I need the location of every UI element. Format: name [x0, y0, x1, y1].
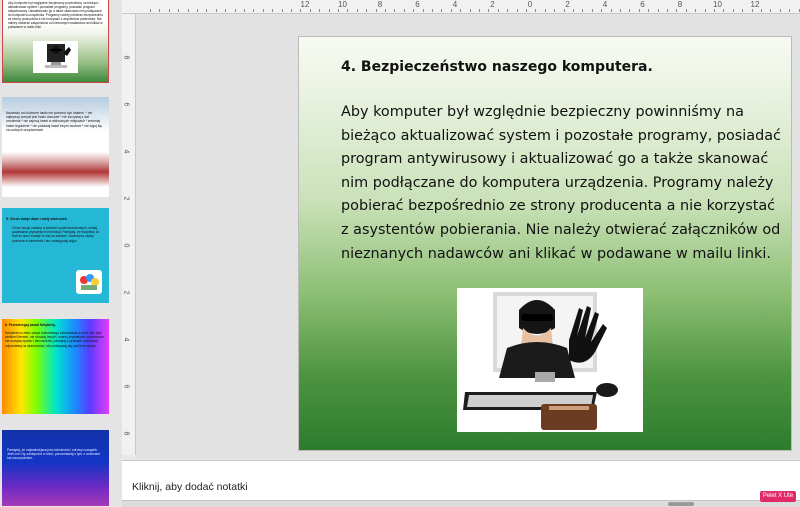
- ruler-tick: [432, 9, 433, 12]
- hacker-computer-icon[interactable]: [457, 288, 643, 432]
- badge: Pelet X Ute: [760, 491, 796, 502]
- ruler-tick: [319, 9, 320, 12]
- ruler-tick: [752, 9, 753, 12]
- ruler-tick: [498, 9, 499, 12]
- ruler-tick: [507, 9, 508, 12]
- ruler-tick: [705, 9, 706, 12]
- ruler-tick: [714, 9, 715, 12]
- ruler-tick: [300, 9, 301, 12]
- ruler-tick: [639, 9, 640, 12]
- ruler-tick: [385, 9, 386, 12]
- ruler-tick: [479, 9, 480, 12]
- ruler-number: 10: [338, 0, 347, 9]
- ruler-number: 12: [750, 0, 760, 9]
- body-line: Aby komputer był względnie bezpieczny powinniśmy na: [341, 104, 744, 120]
- ruler-tick: [253, 9, 254, 12]
- navigator-scrollbar[interactable]: [112, 0, 122, 506]
- ruler-tick: [272, 9, 273, 12]
- ruler-tick: [197, 9, 198, 12]
- notes-placeholder[interactable]: Kliknij, aby dodać notatki: [132, 481, 248, 493]
- ruler-number: 2: [122, 290, 130, 295]
- ruler-tick: [451, 9, 452, 12]
- ruler-number: 2: [122, 196, 130, 201]
- ruler-tick: [488, 9, 489, 12]
- thumbnail-title: 6. Przestrzegaj zasad Netykiety.: [5, 323, 56, 327]
- ruler-tick: [329, 9, 330, 12]
- ruler-tick: [376, 9, 377, 12]
- ruler-number: 8: [677, 0, 683, 9]
- ruler-number: 6: [122, 102, 130, 107]
- ruler-number: 4: [122, 337, 130, 342]
- ruler-tick: [470, 9, 471, 12]
- body-line: bieżąco aktualizować system i pozostałe programy, posiadać: [341, 127, 781, 144]
- ruler-tick: [310, 9, 311, 12]
- ruler-tick: [394, 9, 395, 12]
- ruler-number: 10: [713, 0, 722, 9]
- slide-thumbnail-8[interactable]: [2, 430, 109, 506]
- thumbnail-text: Aby komputer był względnie bezpieczny powinniśmy na bieżąco aktualizować system i pozostałe programy, posiadać program antywirusowy i aktualizować go a także skanować nim podłączane do komputera urządzenia. Programy należy pobierać bezpośrednio ze strony producenta a nie korzystać z asystentów pobierania. Nie należy otwierać załączników od nieznanych nadawców ani klikać w podawane w mailu linki.: [8, 1, 103, 29]
- ruler-tick: [291, 9, 292, 12]
- canvas-scrollbar[interactable]: [790, 14, 800, 455]
- slide-title[interactable]: 4. Bezpieczeństwo naszego komputera.: [341, 59, 653, 75]
- ruler-tick: [366, 9, 367, 12]
- ruler-tick: [648, 9, 649, 12]
- ruler-tick: [338, 9, 339, 12]
- ruler-tick: [582, 9, 583, 12]
- body-line: nim podłączane do komputera urządzenia. Programy należy: [341, 174, 774, 191]
- ruler-tick: [761, 9, 762, 12]
- ruler-tick: [441, 9, 442, 12]
- ruler-tick: [592, 9, 593, 12]
- ruler-tick: [601, 9, 602, 12]
- ruler-tick: [460, 9, 461, 12]
- ruler-number: 4: [602, 0, 608, 9]
- ruler-number: 0: [527, 0, 533, 9]
- ruler-tick: [658, 9, 659, 12]
- slide-thumbnail-5[interactable]: [2, 97, 109, 197]
- ruler-tick: [686, 9, 687, 12]
- ruler-tick: [282, 9, 283, 12]
- horizontal-ruler: [122, 0, 800, 14]
- ruler-tick: [404, 9, 405, 12]
- ruler-number: 8: [377, 0, 383, 9]
- ruler-tick: [564, 9, 565, 12]
- ruler-tick: [347, 9, 348, 12]
- ruler-number: 8: [122, 55, 130, 60]
- people-icon: [76, 270, 102, 294]
- ruler-tick: [780, 9, 781, 12]
- ruler-tick: [150, 9, 151, 12]
- thumbnail-title: 5. Chroń swoje dane i swój wizerunek.: [6, 217, 68, 221]
- ruler-tick: [770, 9, 771, 12]
- ruler-tick: [216, 9, 217, 12]
- ruler-tick: [742, 9, 743, 12]
- scroll-thumb[interactable]: [668, 502, 694, 506]
- ruler-tick: [545, 9, 546, 12]
- ruler-number: 2: [490, 0, 495, 9]
- ruler-tick: [188, 9, 189, 12]
- ruler-tick: [169, 9, 170, 12]
- hacker-thumbnail-icon: [33, 41, 78, 73]
- ruler-tick: [554, 9, 555, 12]
- slide-navigator: [0, 0, 122, 506]
- ruler-number: 6: [122, 384, 130, 389]
- ruler-tick: [535, 9, 536, 12]
- thumbnail-text: Netykieta to zbiór zasad kulturalnego zachowania w sieci. Nie pisz wielkimi literami, nie obrażaj innych, szanuj prywatność rozmówców, nie rozsyłaj spamu i łańcuszków, pamiętaj o prawach autorskich, odpowiadaj na wiadomości, nie podszywaj się pod inne osoby.: [5, 331, 105, 348]
- ruler-tick: [799, 9, 800, 12]
- body-line: pobierać bezpośrednio ze strony producenta a nie korzystać: [341, 198, 776, 215]
- notes-pane[interactable]: [122, 460, 800, 501]
- ruler-tick: [676, 9, 677, 12]
- ruler-tick: [244, 9, 245, 12]
- ruler-number: 12: [300, 0, 310, 9]
- body-line: program antywirusowy i aktualizować go a także skanować: [341, 151, 769, 168]
- vertical-ruler: [122, 14, 136, 455]
- ruler-tick: [206, 9, 207, 12]
- ruler-number: 6: [640, 0, 645, 9]
- ruler-tick: [733, 9, 734, 12]
- ruler-tick: [235, 9, 236, 12]
- ruler-tick: [789, 9, 790, 12]
- ruler-number: 2: [565, 0, 570, 9]
- ruler-tick: [723, 9, 724, 12]
- ruler-tick: [263, 9, 264, 12]
- ruler-tick: [667, 9, 668, 12]
- ruler-tick: [423, 9, 424, 12]
- ruler-tick: [517, 9, 518, 12]
- ruler-tick: [611, 9, 612, 12]
- ruler-tick: [620, 9, 621, 12]
- slide-thumbnail-4[interactable]: [2, 0, 109, 83]
- ruler-tick: [413, 9, 414, 12]
- thumbnail-text: Pamiętaj, że najważniejsza jest ostrożność i zdrowy rozsądek. Jeśli coś Cię zaniepokoi w sieci, porozmawiaj o tym z rodzicami lub nauczycielem.: [7, 448, 100, 461]
- ruler-number: 6: [415, 0, 420, 9]
- slide-thumbnail-7[interactable]: [2, 319, 109, 414]
- body-line: z asystentów pobierania. Nie należy otwierać załączników od: [341, 221, 781, 238]
- ruler-tick: [629, 9, 630, 12]
- body-line: nieznanych nadawców ani klikać w podawane w mailu linki.: [341, 245, 771, 262]
- ruler-tick: [357, 9, 358, 12]
- ruler-tick: [526, 9, 527, 12]
- ruler-tick: [178, 9, 179, 12]
- ruler-tick: [573, 9, 574, 12]
- current-slide[interactable]: [299, 37, 791, 450]
- ruler-tick: [159, 9, 160, 12]
- ruler-number: 8: [122, 431, 130, 436]
- ruler-tick: [695, 9, 696, 12]
- slide-body-text[interactable]: [341, 101, 781, 266]
- thumbnail-text: Chroń swoje zasoby w kontach społecznościowych, unikaj podawania prywatnych informacji. Pamiętaj, że wszystko co trafi do sieci zostaje w niej na zawsze. Uważaj na osoby poznane w internecie i nie udostępniaj zdjęć.: [12, 226, 100, 243]
- ruler-number: 4: [452, 0, 458, 9]
- ruler-tick: [225, 9, 226, 12]
- thumbnail-text: Nazwisko ani ulubione hasło nie powinno być hasłem. * nie najlepszy pomysł jest hasło domowe * nie korzystaj z dat urodzenia * nie zapisuj haseł w widocznych miejscach * zmieniaj hasła regularnie * nie podawaj haseł innym osobom * nie loguj się na cudzych urządzeniach: [6, 111, 102, 132]
- ruler-number: 0: [122, 243, 130, 248]
- ruler-number: 4: [122, 149, 130, 154]
- slide-thumbnail-6[interactable]: [2, 208, 109, 303]
